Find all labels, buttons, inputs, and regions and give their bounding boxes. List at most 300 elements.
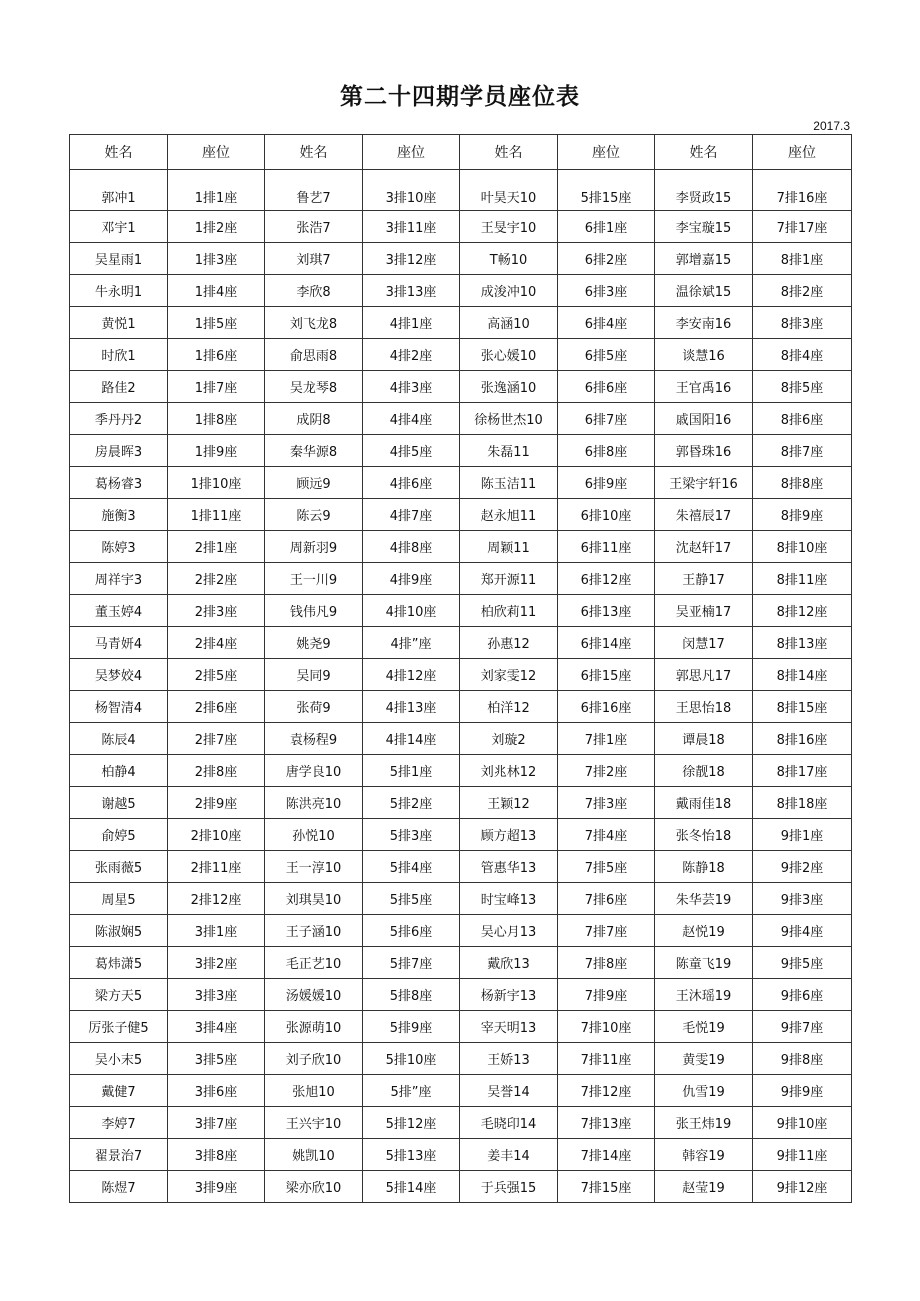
student-name-cell: 吴龙琴8 [265, 371, 363, 403]
seat-cell: 8排4座 [753, 339, 852, 371]
seat-cell: 8排8座 [753, 467, 852, 499]
seat-cell: 6排11座 [558, 531, 655, 563]
seat-cell: 5排1座 [363, 755, 460, 787]
date-label: 2017.3 [813, 119, 850, 133]
student-name-cell: 施衡3 [70, 499, 168, 531]
student-name-cell: 张心媛10 [460, 339, 558, 371]
seat-cell: 2排9座 [168, 787, 265, 819]
student-name-cell: 俞婷5 [70, 819, 168, 851]
student-name-cell: 梁方天5 [70, 979, 168, 1011]
seat-cell: 8排12座 [753, 595, 852, 627]
seat-cell: 7排3座 [558, 787, 655, 819]
student-name-cell: 王思怡18 [655, 691, 753, 723]
seat-cell: 2排8座 [168, 755, 265, 787]
table-row [70, 851, 852, 883]
seat-cell: 5排7座 [363, 947, 460, 979]
seat-cell: 5排8座 [363, 979, 460, 1011]
seat-cell: 5排4座 [363, 851, 460, 883]
student-name-cell: 吴心月13 [460, 915, 558, 947]
student-name-cell: 吴同9 [265, 659, 363, 691]
header-name-2: 姓名 [265, 135, 363, 170]
student-name-cell: 郭冲1 [70, 170, 168, 211]
student-name-cell: 赵永旭11 [460, 499, 558, 531]
student-name-cell: 宰天明13 [460, 1011, 558, 1043]
seat-cell: 8排3座 [753, 307, 852, 339]
student-name-cell: 戚国阳16 [655, 403, 753, 435]
student-name-cell: 管惠华13 [460, 851, 558, 883]
seat-cell: 3排9座 [168, 1171, 265, 1203]
student-name-cell: 陈玉洁11 [460, 467, 558, 499]
table-row [70, 787, 852, 819]
table-row [70, 1075, 852, 1107]
seat-cell: 8排13座 [753, 627, 852, 659]
seat-cell: 4排10座 [363, 595, 460, 627]
seat-cell: 7排13座 [558, 1107, 655, 1139]
student-name-cell: 黄悦1 [70, 307, 168, 339]
student-name-cell: 刘飞龙8 [265, 307, 363, 339]
header-seat-4: 座位 [753, 135, 852, 170]
seat-cell: 7排12座 [558, 1075, 655, 1107]
student-name-cell: 陈辰4 [70, 723, 168, 755]
table-row [70, 947, 852, 979]
student-name-cell: 黄雯19 [655, 1043, 753, 1075]
seat-cell: 5排13座 [363, 1139, 460, 1171]
seat-cell: 9排3座 [753, 883, 852, 915]
seat-cell: 4排3座 [363, 371, 460, 403]
table-row [70, 371, 852, 403]
student-name-cell: 徐靓18 [655, 755, 753, 787]
seat-cell: 4排7座 [363, 499, 460, 531]
table-row [70, 1043, 852, 1075]
seat-cell: 7排7座 [558, 915, 655, 947]
seat-cell: 7排15座 [558, 1171, 655, 1203]
student-name-cell: 王一淳10 [265, 851, 363, 883]
seat-cell: 5排3座 [363, 819, 460, 851]
seat-cell: 9排1座 [753, 819, 852, 851]
student-name-cell: 李贤政15 [655, 170, 753, 211]
student-name-cell: 张雨薇5 [70, 851, 168, 883]
seat-cell: 3排8座 [168, 1139, 265, 1171]
student-name-cell: 柏静4 [70, 755, 168, 787]
seat-cell: 3排2座 [168, 947, 265, 979]
seat-cell: 2排1座 [168, 531, 265, 563]
table-row [70, 243, 852, 275]
seat-cell: 6排2座 [558, 243, 655, 275]
seat-cell: 6排6座 [558, 371, 655, 403]
table-row [70, 1107, 852, 1139]
student-name-cell: 叶昊天10 [460, 170, 558, 211]
seat-cell: 9排10座 [753, 1107, 852, 1139]
table-row [70, 531, 852, 563]
seat-cell: 3排6座 [168, 1075, 265, 1107]
seat-cell: 9排12座 [753, 1171, 852, 1203]
seat-cell: 6排16座 [558, 691, 655, 723]
header-seat-2: 座位 [363, 135, 460, 170]
seat-cell: 5排9座 [363, 1011, 460, 1043]
student-name-cell: 陈童飞19 [655, 947, 753, 979]
seat-cell: 2排4座 [168, 627, 265, 659]
seat-cell: 8排1座 [753, 243, 852, 275]
table-row [70, 307, 852, 339]
student-name-cell: 成浚冲10 [460, 275, 558, 307]
seat-cell: 8排6座 [753, 403, 852, 435]
student-name-cell: 马青妍4 [70, 627, 168, 659]
seat-cell: 9排9座 [753, 1075, 852, 1107]
student-name-cell: 陈静18 [655, 851, 753, 883]
table-row [70, 170, 852, 211]
student-name-cell: 朱磊11 [460, 435, 558, 467]
student-name-cell: 时欣1 [70, 339, 168, 371]
seat-cell: 6排8座 [558, 435, 655, 467]
seat-cell: 4排”座 [363, 627, 460, 659]
seat-cell: 2排11座 [168, 851, 265, 883]
student-name-cell: 俞思雨8 [265, 339, 363, 371]
student-name-cell: 李安南16 [655, 307, 753, 339]
table-row [70, 979, 852, 1011]
student-name-cell: 郭增嘉15 [655, 243, 753, 275]
student-name-cell: 毛晓印14 [460, 1107, 558, 1139]
seat-cell: 2排12座 [168, 883, 265, 915]
table-row [70, 467, 852, 499]
header-name-1: 姓名 [70, 135, 168, 170]
seat-cell: 9排4座 [753, 915, 852, 947]
table-row [70, 659, 852, 691]
student-name-cell: 张逸涵10 [460, 371, 558, 403]
student-name-cell: 陈洪亮10 [265, 787, 363, 819]
seat-cell: 7排10座 [558, 1011, 655, 1043]
student-name-cell: 郑开源11 [460, 563, 558, 595]
student-name-cell: 韩容19 [655, 1139, 753, 1171]
student-name-cell: 赵莹19 [655, 1171, 753, 1203]
student-name-cell: 王子涵10 [265, 915, 363, 947]
student-name-cell: 吴星雨1 [70, 243, 168, 275]
table-row [70, 627, 852, 659]
student-name-cell: 袁杨程9 [265, 723, 363, 755]
seat-cell: 7排17座 [753, 211, 852, 243]
seat-cell: 6排14座 [558, 627, 655, 659]
student-name-cell: 吴誉14 [460, 1075, 558, 1107]
seat-cell: 1排7座 [168, 371, 265, 403]
seat-cell: 8排5座 [753, 371, 852, 403]
seat-cell: 8排2座 [753, 275, 852, 307]
seat-cell: 9排8座 [753, 1043, 852, 1075]
seat-cell: 3排3座 [168, 979, 265, 1011]
student-name-cell: 谈慧16 [655, 339, 753, 371]
student-name-cell: 姚凯10 [265, 1139, 363, 1171]
seat-cell: 2排10座 [168, 819, 265, 851]
student-name-cell: 刘琪7 [265, 243, 363, 275]
student-name-cell: 朱华芸19 [655, 883, 753, 915]
student-name-cell: 季丹丹2 [70, 403, 168, 435]
student-name-cell: 成阴8 [265, 403, 363, 435]
student-name-cell: 李欣8 [265, 275, 363, 307]
table-row [70, 275, 852, 307]
seat-cell: 1排3座 [168, 243, 265, 275]
student-name-cell: 刘家雯12 [460, 659, 558, 691]
seat-cell: 6排12座 [558, 563, 655, 595]
student-name-cell: 张荷9 [265, 691, 363, 723]
student-name-cell: 毛正艺10 [265, 947, 363, 979]
student-name-cell: 陈云9 [265, 499, 363, 531]
seat-cell: 9排11座 [753, 1139, 852, 1171]
student-name-cell: 戴欣13 [460, 947, 558, 979]
table-row [70, 435, 852, 467]
seat-cell: 4排1座 [363, 307, 460, 339]
student-name-cell: 董玉婷4 [70, 595, 168, 627]
seat-cell: 4排12座 [363, 659, 460, 691]
student-name-cell: 于兵强15 [460, 1171, 558, 1203]
student-name-cell: 顾方超13 [460, 819, 558, 851]
student-name-cell: 谢越5 [70, 787, 168, 819]
student-name-cell: 戴雨佳18 [655, 787, 753, 819]
seat-cell: 6排13座 [558, 595, 655, 627]
seating-table [69, 134, 852, 1203]
seat-cell: 3排10座 [363, 170, 460, 211]
seat-cell: 7排6座 [558, 883, 655, 915]
header-seat-1: 座位 [168, 135, 265, 170]
header-name-4: 姓名 [655, 135, 753, 170]
seat-cell: 1排5座 [168, 307, 265, 339]
seat-cell: 5排15座 [558, 170, 655, 211]
seat-cell: 9排7座 [753, 1011, 852, 1043]
seat-cell: 3排12座 [363, 243, 460, 275]
seat-cell: 6排3座 [558, 275, 655, 307]
student-name-cell: 王娇13 [460, 1043, 558, 1075]
table-row [70, 595, 852, 627]
seat-cell: 6排9座 [558, 467, 655, 499]
student-name-cell: 王兴宇10 [265, 1107, 363, 1139]
table-row [70, 755, 852, 787]
seat-cell: 2排5座 [168, 659, 265, 691]
student-name-cell: 钱伟凡9 [265, 595, 363, 627]
student-name-cell: 王一川9 [265, 563, 363, 595]
student-name-cell: 谭晨18 [655, 723, 753, 755]
table-row [70, 883, 852, 915]
seat-cell: 2排6座 [168, 691, 265, 723]
seat-cell: 8排7座 [753, 435, 852, 467]
seat-cell: 3排1座 [168, 915, 265, 947]
student-name-cell: 周新羽9 [265, 531, 363, 563]
student-name-cell: 李婷7 [70, 1107, 168, 1139]
seat-cell: 4排13座 [363, 691, 460, 723]
student-name-cell: 刘子欣10 [265, 1043, 363, 1075]
student-name-cell: 杨智清4 [70, 691, 168, 723]
seat-cell: 7排8座 [558, 947, 655, 979]
student-name-cell: 郭昬珠16 [655, 435, 753, 467]
student-name-cell: 时宝峰13 [460, 883, 558, 915]
seat-cell: 6排1座 [558, 211, 655, 243]
seat-cell: 8排9座 [753, 499, 852, 531]
seat-cell: 6排4座 [558, 307, 655, 339]
student-name-cell: 孙悦10 [265, 819, 363, 851]
seat-cell: 8排17座 [753, 755, 852, 787]
seat-cell: 5排6座 [363, 915, 460, 947]
student-name-cell: 杨新宇13 [460, 979, 558, 1011]
student-name-cell: 张冬怡18 [655, 819, 753, 851]
seating-table-body [70, 170, 852, 1203]
seat-cell: 8排18座 [753, 787, 852, 819]
student-name-cell: 张王炜19 [655, 1107, 753, 1139]
table-row [70, 211, 852, 243]
student-name-cell: 周祥宇3 [70, 563, 168, 595]
student-name-cell: 王沐瑶19 [655, 979, 753, 1011]
seat-cell: 7排2座 [558, 755, 655, 787]
student-name-cell: 周星5 [70, 883, 168, 915]
seat-cell: 7排11座 [558, 1043, 655, 1075]
seat-cell: 9排6座 [753, 979, 852, 1011]
student-name-cell: 陈婷3 [70, 531, 168, 563]
table-row [70, 1011, 852, 1043]
seat-cell: 7排16座 [753, 170, 852, 211]
seat-cell: 3排4座 [168, 1011, 265, 1043]
student-name-cell: 周颖11 [460, 531, 558, 563]
table-row [70, 691, 852, 723]
student-name-cell: 翟景治7 [70, 1139, 168, 1171]
student-name-cell: 陈煜7 [70, 1171, 168, 1203]
seat-cell: 8排16座 [753, 723, 852, 755]
student-name-cell: 王梁宇轩16 [655, 467, 753, 499]
seat-cell: 1排8座 [168, 403, 265, 435]
seat-cell: 8排10座 [753, 531, 852, 563]
seat-cell: 9排2座 [753, 851, 852, 883]
student-name-cell: 房晨晖3 [70, 435, 168, 467]
student-name-cell: T畅10 [460, 243, 558, 275]
student-name-cell: 梁亦欣10 [265, 1171, 363, 1203]
header-seat-3: 座位 [558, 135, 655, 170]
table-row [70, 723, 852, 755]
student-name-cell: 路佳2 [70, 371, 168, 403]
student-name-cell: 张源萌10 [265, 1011, 363, 1043]
student-name-cell: 陈淑娴5 [70, 915, 168, 947]
seat-cell: 5排”座 [363, 1075, 460, 1107]
seat-cell: 4排2座 [363, 339, 460, 371]
student-name-cell: 高涵10 [460, 307, 558, 339]
seat-cell: 7排5座 [558, 851, 655, 883]
seat-cell: 5排12座 [363, 1107, 460, 1139]
table-row [70, 563, 852, 595]
seat-cell: 3排5座 [168, 1043, 265, 1075]
student-name-cell: 葛杨睿3 [70, 467, 168, 499]
seat-cell: 5排5座 [363, 883, 460, 915]
table-row [70, 499, 852, 531]
table-row [70, 915, 852, 947]
seat-cell: 5排14座 [363, 1171, 460, 1203]
student-name-cell: 张旭10 [265, 1075, 363, 1107]
seat-cell: 1排1座 [168, 170, 265, 211]
student-name-cell: 闵慧17 [655, 627, 753, 659]
student-name-cell: 沈赵轩17 [655, 531, 753, 563]
seat-cell: 4排4座 [363, 403, 460, 435]
student-name-cell: 姚尧9 [265, 627, 363, 659]
seat-cell: 6排5座 [558, 339, 655, 371]
page-title: 第二十四期学员座位表 [340, 84, 580, 110]
seat-cell: 3排7座 [168, 1107, 265, 1139]
seat-cell: 2排7座 [168, 723, 265, 755]
student-name-cell: 吴亚楠17 [655, 595, 753, 627]
table-row [70, 1171, 852, 1203]
student-name-cell: 姜丰14 [460, 1139, 558, 1171]
seat-cell: 1排9座 [168, 435, 265, 467]
seat-cell: 1排6座 [168, 339, 265, 371]
student-name-cell: 柏欣莉11 [460, 595, 558, 627]
seat-cell: 1排10座 [168, 467, 265, 499]
seat-cell: 2排3座 [168, 595, 265, 627]
student-name-cell: 厉张子健5 [70, 1011, 168, 1043]
seat-cell: 8排15座 [753, 691, 852, 723]
student-name-cell: 汤媛媛10 [265, 979, 363, 1011]
student-name-cell: 王官禹16 [655, 371, 753, 403]
student-name-cell: 徐杨世杰10 [460, 403, 558, 435]
header-name-3: 姓名 [460, 135, 558, 170]
seat-cell: 3排11座 [363, 211, 460, 243]
student-name-cell: 刘兆林12 [460, 755, 558, 787]
student-name-cell: 王颖12 [460, 787, 558, 819]
seat-cell: 5排10座 [363, 1043, 460, 1075]
seat-cell: 3排13座 [363, 275, 460, 307]
student-name-cell: 鲁艺7 [265, 170, 363, 211]
student-name-cell: 秦华源8 [265, 435, 363, 467]
student-name-cell: 郭思凡17 [655, 659, 753, 691]
student-name-cell: 葛炜潇5 [70, 947, 168, 979]
seat-cell: 9排5座 [753, 947, 852, 979]
student-name-cell: 牛永明1 [70, 275, 168, 307]
student-name-cell: 仇雪19 [655, 1075, 753, 1107]
student-name-cell: 柏洋12 [460, 691, 558, 723]
table-row [70, 403, 852, 435]
student-name-cell: 赵悦19 [655, 915, 753, 947]
seat-cell: 1排4座 [168, 275, 265, 307]
seat-cell: 8排14座 [753, 659, 852, 691]
student-name-cell: 吴梦姣4 [70, 659, 168, 691]
student-name-cell: 王静17 [655, 563, 753, 595]
seat-cell: 7排1座 [558, 723, 655, 755]
seat-cell: 7排9座 [558, 979, 655, 1011]
seat-cell: 1排2座 [168, 211, 265, 243]
seat-cell: 4排6座 [363, 467, 460, 499]
student-name-cell: 刘琪昊10 [265, 883, 363, 915]
seat-cell: 4排8座 [363, 531, 460, 563]
student-name-cell: 吴小末5 [70, 1043, 168, 1075]
table-row [70, 339, 852, 371]
seat-cell: 4排9座 [363, 563, 460, 595]
seat-cell: 4排5座 [363, 435, 460, 467]
seat-cell: 6排10座 [558, 499, 655, 531]
student-name-cell: 李宝璇15 [655, 211, 753, 243]
student-name-cell: 顾远9 [265, 467, 363, 499]
seat-cell: 6排7座 [558, 403, 655, 435]
table-row [70, 1139, 852, 1171]
seat-cell: 2排2座 [168, 563, 265, 595]
seat-cell: 1排11座 [168, 499, 265, 531]
table-row [70, 819, 852, 851]
student-name-cell: 孙惠12 [460, 627, 558, 659]
student-name-cell: 张浩7 [265, 211, 363, 243]
seat-cell: 8排11座 [753, 563, 852, 595]
student-name-cell: 温徐斌15 [655, 275, 753, 307]
seat-cell: 4排14座 [363, 723, 460, 755]
student-name-cell: 毛悦19 [655, 1011, 753, 1043]
header-row [70, 135, 852, 170]
seat-cell: 5排2座 [363, 787, 460, 819]
seat-cell: 7排14座 [558, 1139, 655, 1171]
seat-cell: 7排4座 [558, 819, 655, 851]
student-name-cell: 唐学良10 [265, 755, 363, 787]
student-name-cell: 戴健7 [70, 1075, 168, 1107]
seat-cell: 6排15座 [558, 659, 655, 691]
student-name-cell: 王旻宇10 [460, 211, 558, 243]
student-name-cell: 刘璇2 [460, 723, 558, 755]
student-name-cell: 邓宇1 [70, 211, 168, 243]
